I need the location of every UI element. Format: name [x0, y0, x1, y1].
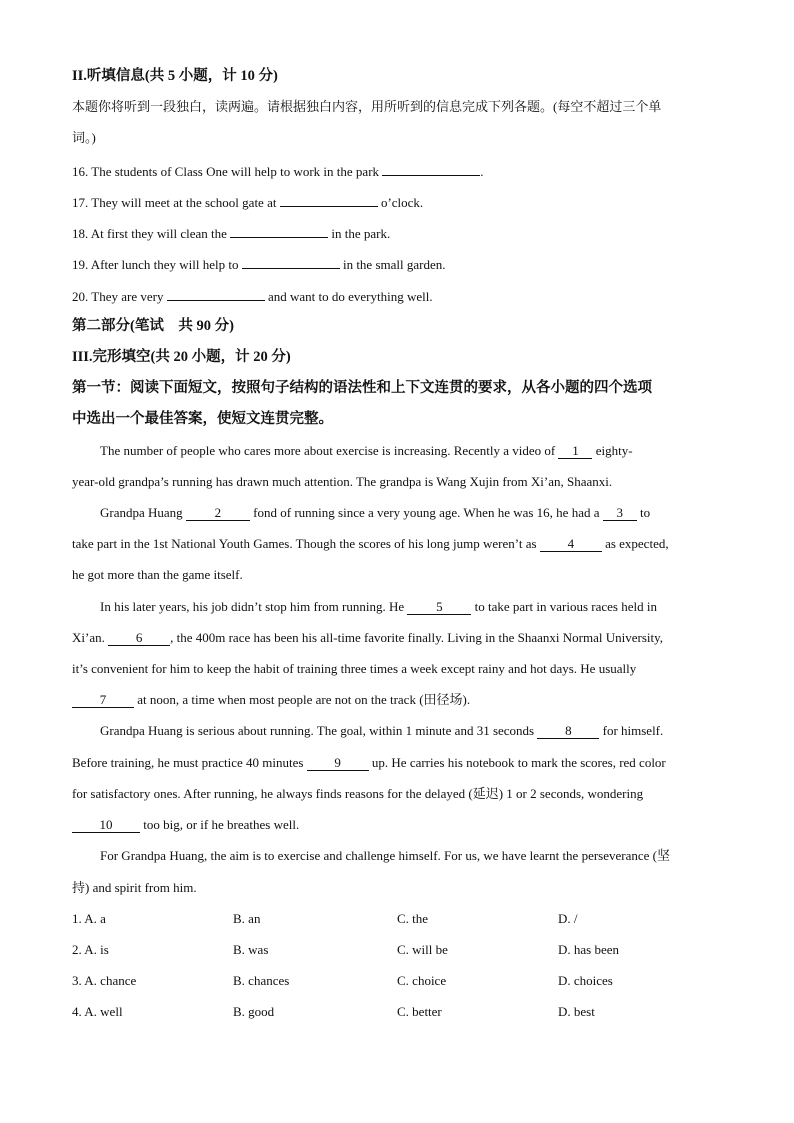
passage-text: Grandpa Huang is serious about running. The goal, within 1 minute and 31 seconds [100, 723, 535, 738]
cloze-heading: III.完形填空(共 20 小题，计 20 分) [72, 349, 291, 365]
option-4b[interactable]: B. good [233, 1004, 275, 1019]
passage-text: at noon, a time when most people are not on the track (田径场). [137, 692, 471, 707]
passage-text: fond of running since a very young age. When he was 16, he had a [253, 505, 600, 520]
passage-text: eighty- [595, 443, 633, 458]
answer-blank-16[interactable] [382, 160, 480, 176]
passage-line-14: For Grandpa Huang, the aim is to exercise and challenge himself. For us, we have learnt the perseverance (坚 [100, 848, 670, 863]
passage-line-5: he got more than the game itself. [72, 567, 243, 582]
option-3a[interactable]: 3. A. chance [72, 973, 137, 988]
cloze-gap-2[interactable]: 2 [186, 505, 250, 521]
question-20-end: and want to do everything well. [267, 289, 433, 304]
answer-blank-17[interactable] [280, 191, 378, 207]
question-20-text: 20. They are very [72, 289, 164, 304]
passage-line-3 [100, 503, 722, 523]
section-instruction-line-1: 第一节：阅读下面短文，按照句子结构的语法性和上下文连贯的要求，从各小题的四个选项 [72, 380, 652, 396]
written-part-heading: 第二部分(笔试 共 90 分) [72, 318, 234, 334]
section-instruction-line-2: 中选出一个最佳答案，使短文连贯完整。 [72, 411, 333, 427]
passage-text: up. He carries his notebook to mark the scores, red color [371, 755, 666, 770]
option-3d[interactable]: D. choices [558, 973, 613, 988]
option-2b[interactable]: B. was [233, 942, 269, 957]
question-16-end: . [480, 164, 484, 179]
question-20 [72, 285, 722, 307]
question-16-text: 16. The students of Class One will help to work in the park [72, 164, 380, 179]
passage-text: to take part in various races held in [474, 599, 657, 614]
passage-text: for himself. [602, 723, 664, 738]
question-17-end: o’clock. [380, 195, 424, 210]
cloze-gap-5[interactable]: 5 [407, 599, 471, 615]
listening-instruction-line-2: 词。) [72, 130, 96, 145]
option-4c[interactable]: C. better [397, 1004, 442, 1019]
cloze-gap-1[interactable]: 1 [558, 443, 592, 459]
passage-line-4 [72, 534, 722, 554]
passage-line-7 [72, 628, 722, 648]
cloze-gap-7[interactable]: 7 [72, 692, 134, 708]
option-1d[interactable]: D. / [558, 911, 578, 926]
cloze-gap-9[interactable]: 9 [307, 755, 369, 771]
passage-text: as expected, [605, 536, 669, 551]
cloze-gap-8[interactable]: 8 [537, 723, 599, 739]
option-2d[interactable]: D. has been [558, 942, 620, 957]
passage-line-6 [100, 597, 722, 617]
option-2c[interactable]: C. will be [397, 942, 448, 957]
passage-text: too big, or if he breathes well. [143, 817, 300, 832]
passage-line-2: year-old grandpa’s running has drawn much attention. The grandpa is Wang Xujin from Xi’an, Shaanxi. [72, 474, 613, 489]
question-17 [72, 191, 722, 213]
cloze-gap-6[interactable]: 6 [108, 630, 170, 646]
option-3b[interactable]: B. chances [233, 973, 290, 988]
passage-line-15: 持) and spirit from him. [72, 880, 197, 895]
passage-line-11 [72, 753, 722, 773]
answer-blank-18[interactable] [230, 222, 328, 238]
passage-text: Grandpa Huang [100, 505, 183, 520]
option-3c[interactable]: C. choice [397, 973, 447, 988]
question-19-text: 19. After lunch they will help to [72, 257, 239, 272]
passage-line-13 [72, 815, 722, 835]
option-1a[interactable]: 1. A. a [72, 911, 106, 926]
cloze-gap-10[interactable]: 10 [72, 817, 140, 833]
passage-line-1 [100, 441, 722, 461]
question-18 [72, 222, 722, 244]
passage-line-8: it’s convenient for him to keep the habit of training three times a week except rainy and hot days. He usually [72, 661, 637, 676]
option-4d[interactable]: D. best [558, 1004, 595, 1019]
cloze-gap-4[interactable]: 4 [540, 536, 602, 552]
passage-text: The number of people who cares more about exercise is increasing. Recently a video of [100, 443, 556, 458]
passage-text: take part in the 1st National Youth Games. Though the scores of his long jump weren’t as [72, 536, 537, 551]
passage-line-12: for satisfactory ones. After running, he always finds reasons for the delayed (延迟) 1 or 2 seconds, wondering [72, 786, 644, 801]
answer-blank-20[interactable] [167, 285, 265, 301]
passage-line-9 [72, 690, 722, 710]
passage-line-10 [100, 721, 722, 741]
question-16 [72, 160, 722, 182]
passage-text: In his later years, his job didn’t stop him from running. He [100, 599, 405, 614]
option-1b[interactable]: B. an [233, 911, 261, 926]
question-18-text: 18. At first they will clean the [72, 226, 227, 241]
listening-heading: II.听填信息(共 5 小题，计 10 分) [72, 68, 278, 84]
question-18-end: in the park. [331, 226, 391, 241]
option-1c[interactable]: C. the [397, 911, 429, 926]
question-17-text: 17. They will meet at the school gate at [72, 195, 277, 210]
cloze-gap-3[interactable]: 3 [603, 505, 637, 521]
answer-blank-19[interactable] [242, 253, 340, 269]
question-19 [72, 253, 722, 275]
passage-text: to [640, 505, 651, 520]
passage-text: , the 400m race has been his all-time favorite finally. Living in the Shaanxi Normal University, [170, 630, 664, 645]
option-4a[interactable]: 4. A. well [72, 1004, 123, 1019]
listening-instruction-line-1: 本题你将听到一段独白，读两遍。请根据独白内容，用所听到的信息完成下列各题。(每空不超过三个单 [72, 99, 662, 114]
question-19-end: in the small garden. [342, 257, 446, 272]
passage-text: Xi’an. [72, 630, 105, 645]
option-2a[interactable]: 2. A. is [72, 942, 109, 957]
passage-text: Before training, he must practice 40 minutes [72, 755, 304, 770]
